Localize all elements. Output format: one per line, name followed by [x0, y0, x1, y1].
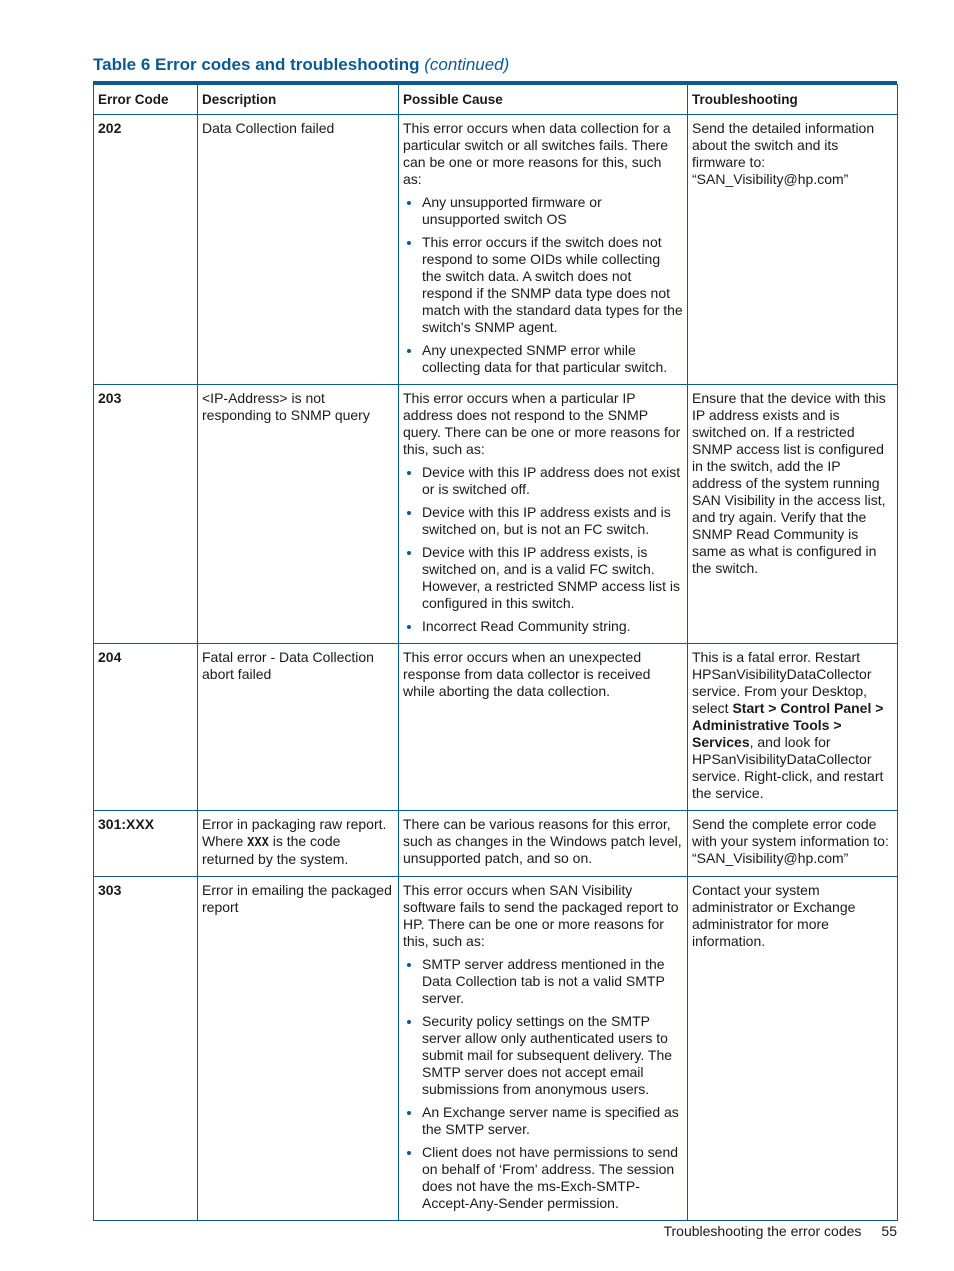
troubleshooting-text: This is a fatal error. Restart HPSanVisibilityDataCollector service. From your Desktop, select [692, 649, 872, 716]
list-item: Device with this IP address exists, is switched on, and is a valid FC switch. However, a restricted SNMP access list is configured in this switch. [422, 544, 683, 612]
description-text: Error in packaging raw report. Where [202, 816, 387, 849]
possible-cause-cell [399, 385, 688, 644]
error-code-cell: 301:XXX [94, 811, 198, 877]
cause-list [403, 464, 683, 635]
table-row [94, 115, 898, 385]
possible-cause-cell [399, 115, 688, 385]
description-cell: Error in emailing the packaged report [198, 877, 399, 1221]
description-cell: Fatal error - Data Collection abort failed [198, 644, 399, 811]
list-item: This error occurs if the switch does not respond to some OIDs while collecting the switch data. A switch does not respond if the SNMP data type does not match with the standard data types for the switch's SNMP agent. [422, 234, 683, 335]
footer-section-title: Troubleshooting the error codes [663, 1223, 862, 1239]
error-code-cell: 202 [94, 115, 198, 385]
list-item: Incorrect Read Community string. [422, 618, 683, 635]
header-possible-cause: Possible Cause [399, 85, 688, 115]
error-code-cell: 203 [94, 385, 198, 644]
troubleshooting-cell: Send the complete error code with your system information to: “SAN_Visibility@hp.com” [688, 811, 898, 877]
table-row [94, 877, 898, 1221]
description-text: is the code returned by the system. [202, 833, 349, 867]
header-troubleshooting: Troubleshooting [688, 85, 898, 115]
list-item: Device with this IP address exists and is switched on, but is not an FC switch. [422, 504, 683, 538]
cause-intro: This error occurs when data collection for a particular switch or all switches fails. There can be one or more reasons for this, such as: [403, 120, 671, 187]
code-placeholder: XXX [247, 835, 269, 849]
description-cell [198, 811, 399, 877]
menu-path: Start > Control Panel > Administrative Tools > Services [692, 700, 884, 750]
list-item: Any unsupported firmware or unsupported switch OS [422, 194, 683, 228]
cause-intro: This error occurs when a particular IP address does not respond to the SNMP query. There can be one or more reasons for this, such as: [403, 390, 681, 457]
troubleshooting-cell: Ensure that the device with this IP address exists and is switched on. If a restricted SNMP access list is configured in the switch, add the IP address of the system running SAN Visibility in the access list, and try again. Verify that the SNMP Read Community is same as what is configured in the switch. [688, 385, 898, 644]
table-row [94, 811, 898, 877]
possible-cause-cell [399, 811, 688, 877]
troubleshooting-cell: Send the detailed information about the switch and its firmware to: “SAN_Visibility@hp.com” [688, 115, 898, 385]
troubleshooting-cell [688, 644, 898, 811]
error-codes-table [93, 84, 898, 1221]
list-item: Client does not have permissions to send on behalf of ‘From' address. The session does not have the ms-Exch-SMTP-Accept-Any-Sender permission. [422, 1144, 683, 1212]
description-cell: Data Collection failed [198, 115, 399, 385]
error-code-cell: 303 [94, 877, 198, 1221]
table-title: Table 6 Error codes and troubleshooting [93, 55, 420, 74]
description-cell: <IP-Address> is not responding to SNMP query [198, 385, 399, 644]
page-number: 55 [881, 1223, 897, 1239]
table-row [94, 385, 898, 644]
cause-intro: This error occurs when an unexpected response from data collector is received while aborting the data collection. [403, 649, 651, 699]
possible-cause-cell [399, 644, 688, 811]
cause-intro: This error occurs when SAN Visibility software fails to send the packaged report to HP. There can be one or more reasons for this, such as: [403, 882, 679, 949]
troubleshooting-cell: Contact your system administrator or Exchange administrator for more information. [688, 877, 898, 1221]
list-item: SMTP server address mentioned in the Data Collection tab is not a valid SMTP server. [422, 956, 683, 1007]
table-caption [93, 55, 509, 75]
header-error-code: Error Code [94, 85, 198, 115]
list-item: Device with this IP address does not exist or is switched off. [422, 464, 683, 498]
page-footer [663, 1223, 897, 1239]
cause-intro: There can be various reasons for this error, such as changes in the Windows patch level, unsupported patch, and so on. [403, 816, 682, 866]
cause-list [403, 194, 683, 376]
list-item: An Exchange server name is specified as the SMTP server. [422, 1104, 683, 1138]
list-item: Any unexpected SNMP error while collecting data for that particular switch. [422, 342, 683, 376]
table-row [94, 644, 898, 811]
possible-cause-cell [399, 877, 688, 1221]
cause-list [403, 956, 683, 1212]
header-description: Description [198, 85, 399, 115]
error-code-cell: 204 [94, 644, 198, 811]
continued-label: (continued) [424, 55, 510, 74]
header-row [94, 85, 898, 115]
troubleshooting-text: , and look for HPSanVisibilityDataCollector service. Right-click, and restart the service. [692, 734, 884, 801]
list-item: Security policy settings on the SMTP server allow only authenticated users to submit mail for subsequent delivery. The SMTP server does not accept email submissions from anonymous users. [422, 1013, 683, 1098]
